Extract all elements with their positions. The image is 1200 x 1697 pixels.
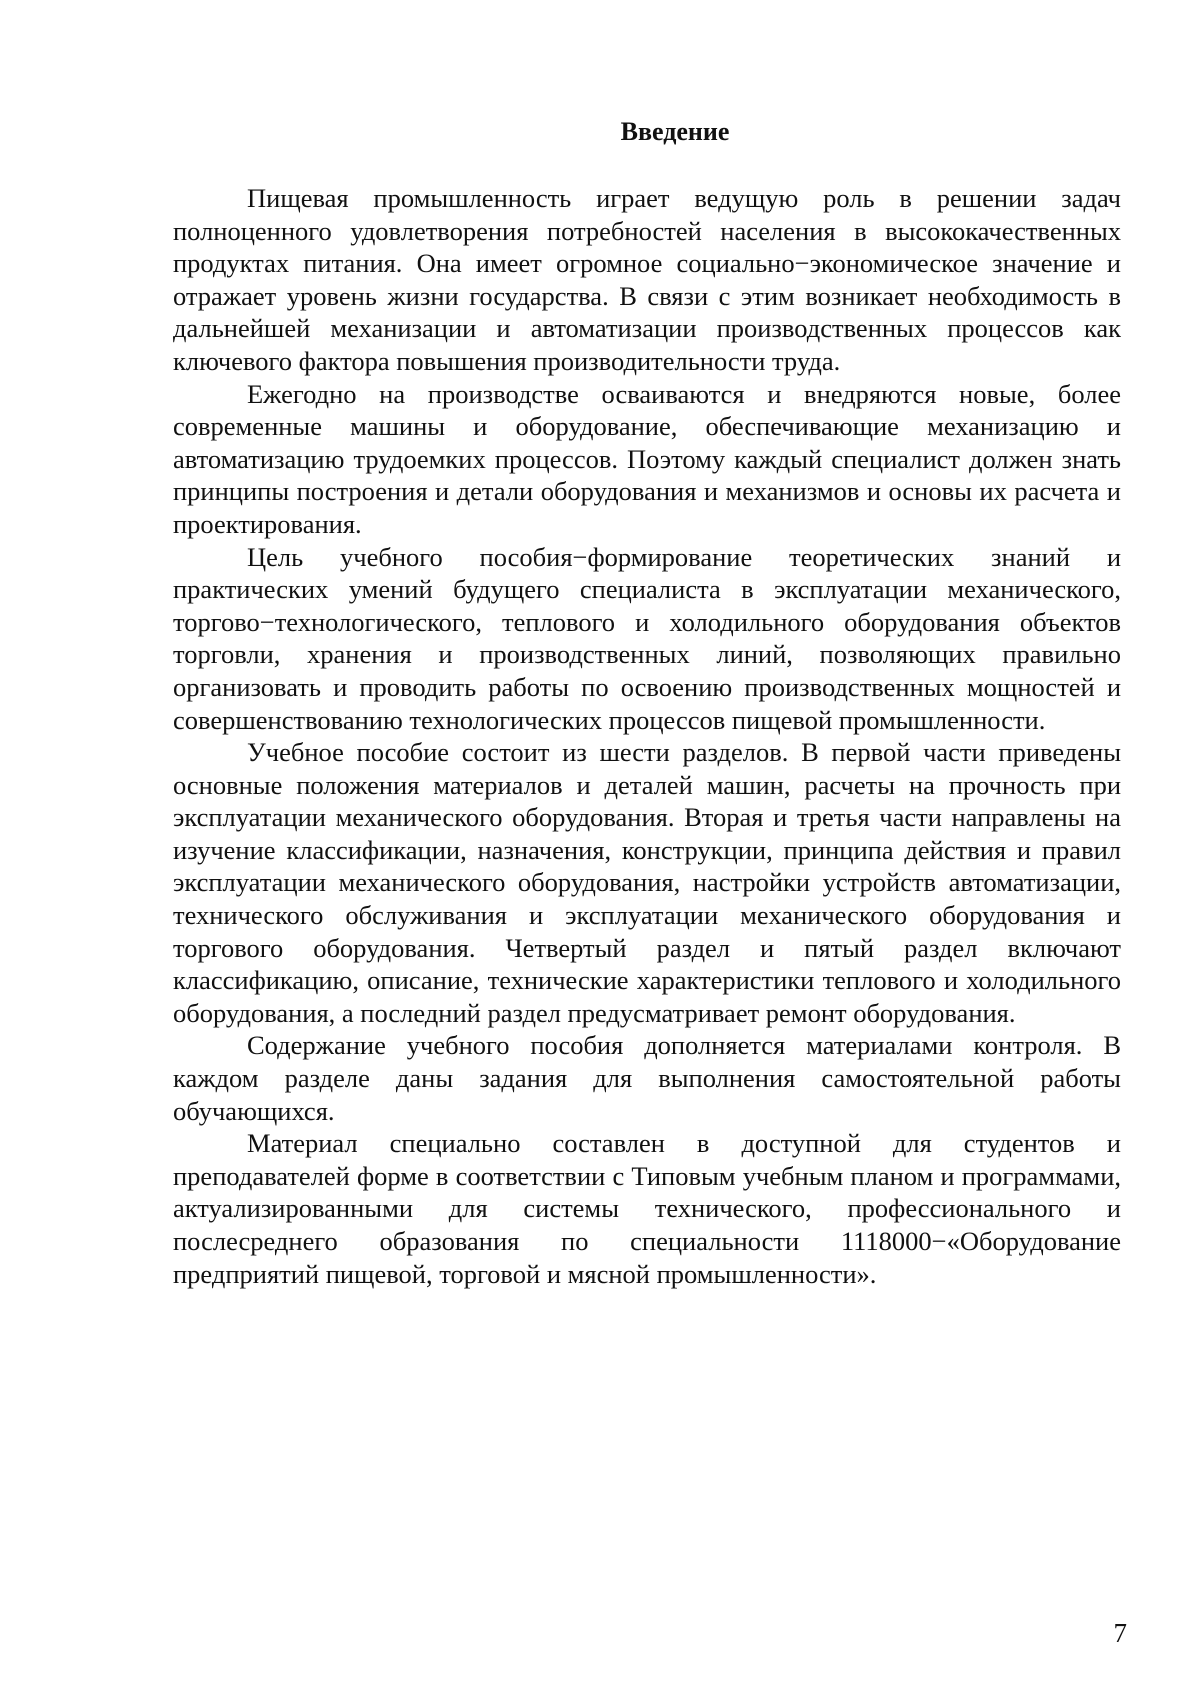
- section-title: Введение: [620, 117, 730, 146]
- paragraph-1: Пищевая промышленность играет ведущую роль в решении задач полноценного удовлетворения потребностей населения в высококачественных продуктах питания. Она имеет огромное социально−экономическое значение и отражает уровень жизни государства. В связи с этим возникает необходимость в дальнейшей механизации и автоматизации производственных процессов как ключевого фактора повышения производительности труда.: [173, 183, 1121, 376]
- paragraph-2: Ежегодно на производстве осваиваются и внедряются новые, более современные машины и оборудование, обеспечивающие механизацию и автоматизацию трудоемких процессов. Поэтому каждый специалист должен знать принципы построения и детали оборудования и механизмов и основы их расчета и проектирования.: [173, 378, 1121, 539]
- paragraph-4: Учебное пособие состоит из шести разделов. В первой части приведены основные положения материалов и деталей машин, расчеты на прочность при эксплуатации механического оборудования. Вторая и третья части направлены на изучение классификации, назначения, конструкции, принципа действия и правил эксплуатации механического оборудования, настройки устройств автоматизации, технического обслуживания и эксплуатации механического оборудования и торгового оборудования. Четвертый раздел и пятый раздел включают классификацию, описание, технические характеристики теплового и холодильного оборудования, а последний раздел предусматривает ремонт оборудования.: [173, 737, 1121, 1028]
- page-number: 7: [1113, 1618, 1127, 1648]
- paragraph-5: Содержание учебного пособия дополняется материалами контроля. В каждом разделе даны задания для выполнения самостоятельной работы обучающихся.: [173, 1030, 1121, 1126]
- body-text: [173, 182, 1121, 1290]
- paragraph-6: Материал специально составлен в доступной для студентов и преподавателей форме в соответствии с Типовым учебным планом и программами, актуализированными для системы технического, профессионального и послесреднего образования по специальности 1118000−«Оборудование предприятий пищевой, торговой и мясной промышленности».: [173, 1128, 1121, 1289]
- paragraph-3: Цель учебного пособия−формирование теоретических знаний и практических умений будущего специалиста в эксплуатации механического, торгово−технологического, теплового и холодильного оборудования объектов торговли, хранения и производственных линий, позволяющих правильно организовать и проводить работы по освоению производственных мощностей и совершенствованию технологических процессов пищевой промышленности.: [173, 541, 1121, 735]
